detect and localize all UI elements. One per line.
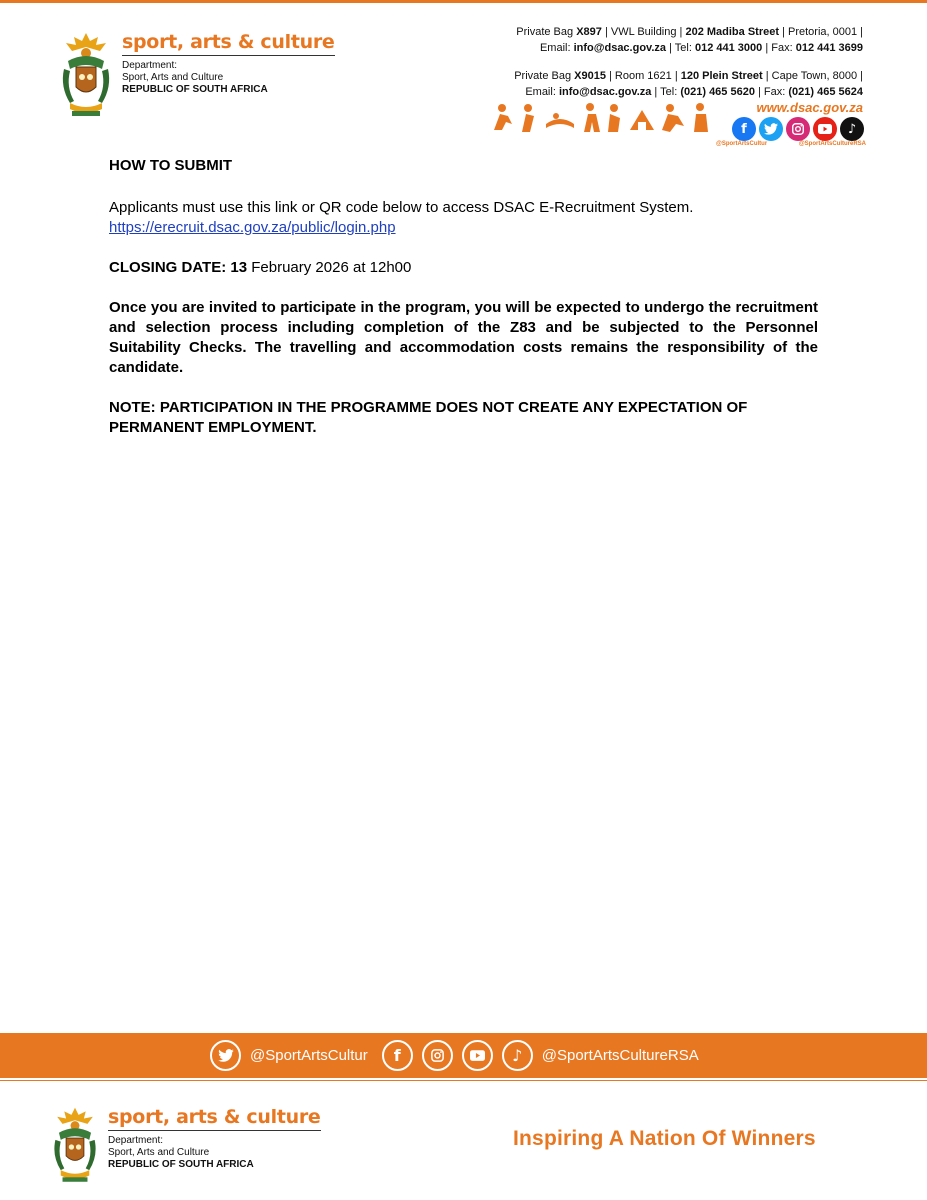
- footer-social-band: [0, 1033, 927, 1078]
- footer-brand-name: sport, arts & culture: [108, 1106, 321, 1128]
- header-logo: [58, 31, 335, 123]
- brand-country: REPUBLIC OF SOUTH AFRICA: [122, 84, 268, 95]
- footer-brand-dept-label: Department:: [108, 1135, 164, 1146]
- footer-handle-left[interactable]: @SportArtsCultur: [250, 1047, 368, 1064]
- facebook-icon[interactable]: f: [732, 117, 756, 141]
- footer-brand-country: REPUBLIC OF SOUTH AFRICA: [108, 1159, 254, 1170]
- pretoria-contact: Email: info@dsac.gov.za | Tel: 012 441 3000 | Fax: 012 441 3699: [539, 42, 863, 54]
- coat-of-arms-icon: [58, 31, 114, 123]
- brand-divider: [122, 55, 335, 56]
- footer-brand-divider: [108, 1130, 321, 1131]
- youtube-icon[interactable]: [813, 117, 837, 141]
- tiktok-icon[interactable]: ♪: [840, 117, 864, 141]
- footer-brand-dept-name: Sport, Arts and Culture: [108, 1147, 210, 1158]
- footer-facebook-icon[interactable]: f: [382, 1040, 413, 1071]
- website-link[interactable]: www.dsac.gov.za: [756, 100, 863, 115]
- capetown-contact: Email: info@dsac.gov.za | Tel: (021) 465 5620 | Fax: (021) 465 5624: [525, 86, 863, 98]
- capetown-email-link[interactable]: info@dsac.gov.za: [558, 86, 652, 98]
- twitter-icon[interactable]: [759, 117, 783, 141]
- erecruit-link[interactable]: https://erecruit.dsac.gov.za/public/login.php: [109, 219, 396, 236]
- footer-handle-right[interactable]: @SportArtsCultureRSA: [541, 1047, 699, 1064]
- pretoria-email-link[interactable]: info@dsac.gov.za: [573, 42, 667, 54]
- capetown-address: Private Bag X9015 | Room 1621 | 120 Plein Street | Cape Town, 8000 |: [514, 70, 863, 82]
- footer-divider: [0, 1080, 927, 1081]
- footer-instagram-icon[interactable]: [422, 1040, 453, 1071]
- header-handle-right[interactable]: @SportArtsCultureRSA: [798, 141, 866, 147]
- footer-youtube-icon[interactable]: [462, 1040, 493, 1071]
- document-body: [109, 156, 818, 438]
- pretoria-address: Private Bag X897 | VWL Building | 202 Madiba Street | Pretoria, 0001 |: [516, 26, 863, 38]
- footer-tiktok-icon[interactable]: ♪: [502, 1040, 533, 1071]
- header-social-icons: [732, 117, 864, 141]
- brand-dept-label: Department:: [122, 60, 178, 71]
- closing-date: CLOSING DATE: 13 February 2026 at 12h00: [109, 259, 412, 276]
- sport-figures-icon: [490, 100, 720, 136]
- footer-coat-of-arms-icon: [50, 1106, 100, 1188]
- note-paragraph: NOTE: PARTICIPATION IN THE PROGRAMME DOES NOT CREATE ANY EXPECTATION OF PERMANENT EMPLOYMENT.: [109, 399, 748, 436]
- brand-name: sport, arts & culture: [122, 31, 335, 53]
- header-handles: [716, 141, 866, 147]
- header-handle-left[interactable]: @SportArtsCultur: [716, 141, 768, 147]
- footer-twitter-icon[interactable]: [210, 1040, 241, 1071]
- brand-dept-name: Sport, Arts and Culture: [122, 72, 224, 83]
- footer-logo: [50, 1106, 321, 1188]
- top-accent-line: [0, 0, 927, 3]
- intro-paragraph: Applicants must use this link or QR code below to access DSAC E-Recruitment System.: [109, 199, 694, 216]
- how-to-submit-heading: HOW TO SUBMIT: [109, 157, 233, 174]
- process-paragraph: Once you are invited to participate in the program, you will be expected to undergo the recruitment and selection process including completion of the Z83 and be subjected to the Personnel Suitability Checks. The travelling and accommodation costs remains the responsibility of the candidate.: [109, 299, 818, 376]
- instagram-icon[interactable]: [786, 117, 810, 141]
- footer-tagline: Inspiring A Nation Of Winners: [513, 1127, 816, 1150]
